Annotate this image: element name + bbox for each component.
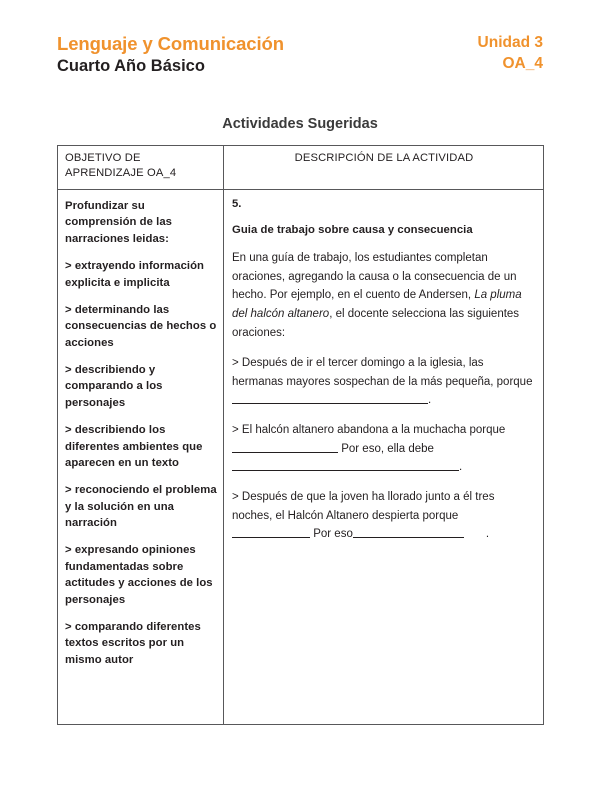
intro-text-part1: En una guía de trabajo, los estudiantes completan oraciones, agregando la causa o la consecuencia de un hecho. Por ejemplo, en el cuento de Andersen, xyxy=(232,252,517,302)
header-right-group xyxy=(478,32,543,74)
description-cell xyxy=(224,190,544,725)
table-header-row xyxy=(58,146,544,190)
column-header-objective: OBJETIVO DE APRENDIZAJE OA_4 xyxy=(58,146,224,190)
objective-block: > extrayendo información explicita e implicita xyxy=(65,260,204,289)
objective-block: > determinando las consecuencias de hechos o acciones xyxy=(65,303,217,349)
objective-block: > expresando opiniones fundamentadas sobre actitudes y acciones de los personajes xyxy=(65,544,213,606)
exercise-item xyxy=(232,421,533,477)
column-header-description: DESCRIPCIÓN DE LA ACTIVIDAD xyxy=(224,146,544,190)
objective-block: Profundizar su comprensión de las narraciones leidas: xyxy=(65,200,172,245)
objective-block: > describiendo y comparando a los personajes xyxy=(65,364,163,409)
subject-title: Lenguaje y Comunicación xyxy=(57,33,284,54)
exercise-item xyxy=(232,488,533,544)
grade-title: Cuarto Año Básico xyxy=(57,57,205,76)
oa-code-label: OA_4 xyxy=(502,55,543,73)
exercise-text-end: . xyxy=(459,461,463,474)
exercise-text: > Después de que la joven ha llorado junto a él tres noches, el Halcón Altanero despierta porque xyxy=(232,490,495,522)
exercise-text-middle: Por eso, ella debe xyxy=(341,442,434,455)
exercise-text-end: . xyxy=(428,394,432,407)
page-title: Actividades Sugeridas xyxy=(222,116,378,132)
intro-text-part2: , el docente selecciona las siguientes oraciones: xyxy=(232,307,520,339)
objective-block: > describiendo los diferentes ambientes que aparecen en un texto xyxy=(65,424,203,469)
objective-block: > comparando diferentes textos escritos por un mismo autor xyxy=(65,620,201,666)
fill-in-blank[interactable] xyxy=(232,441,338,453)
header-left-group xyxy=(57,32,284,77)
activity-intro-paragraph xyxy=(232,249,533,342)
fill-in-blank[interactable] xyxy=(353,526,464,538)
objective-cell xyxy=(58,190,224,725)
unit-label: Unidad 3 xyxy=(477,34,543,51)
table-row xyxy=(58,190,544,725)
exercise-text: > El halcón altanero abandona a la muchacha porque xyxy=(232,424,506,436)
exercise-text-end: . xyxy=(485,528,490,541)
fill-in-blank[interactable] xyxy=(232,459,459,471)
document-header xyxy=(57,32,543,77)
activities-table xyxy=(57,145,544,725)
exercise-item xyxy=(232,354,533,410)
exercise-text: > Después de ir el tercer domingo a la iglesia, las hermanas mayores sospechan de la más pequeña, porque xyxy=(232,357,533,388)
activity-heading: Guia de trabajo sobre causa y consecuencia xyxy=(232,224,473,236)
activity-number: 5. xyxy=(232,198,242,210)
story-title-italic: La pluma del halcón altanero xyxy=(232,289,522,320)
exercise-text-middle: Por eso xyxy=(313,528,353,541)
objective-block: > reconociendo el problema y la solución en una narración xyxy=(65,484,217,529)
fill-in-blank[interactable] xyxy=(232,392,428,404)
fill-in-blank[interactable] xyxy=(232,526,310,538)
